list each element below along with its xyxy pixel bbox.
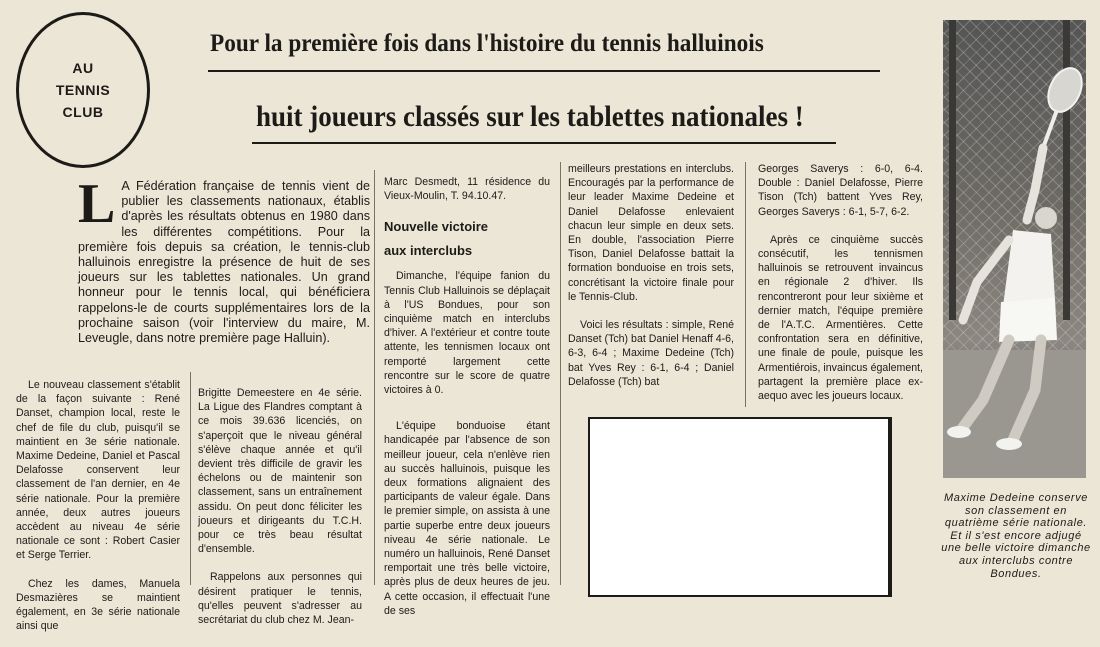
headline-rule-1	[208, 70, 880, 72]
column-5	[758, 162, 923, 417]
badge-line-club: CLUB	[62, 104, 104, 120]
column-2-paragraph-1: Brigitte Demeestere en 4e série. La Ligue des Flandres comptant à ce mois 39.636 licenciés, on s'aperçoit que le niveau général s'élève chaque année et qu'il devient très difficile de gravir les échelons ou de maintenir son classement, sans un entraînement assidu. On peut donc féliciter les joueurs et dirigeants du T.C.H. pour ce très beau résultat d'ensemble.	[198, 387, 362, 556]
photo-caption: Maxime Dedeine conserve son classement en quatrième série nationale. Et il s'est encore adjugé une belle victoire dimanche aux interclubs contre Bondues.	[941, 492, 1091, 580]
subheading-line-1: Nouvelle victoire	[384, 219, 489, 235]
column-divider	[374, 170, 375, 585]
headline-line-1: Pour la première fois dans l'histoire du tennis halluinois	[210, 30, 764, 57]
column-divider	[745, 162, 746, 407]
column-1-paragraph-1: Le nouveau classement s'établit de la façon suivante : René Danset, champion local, reste le chef de file du club, puisqu'il se maintient en 3e série nationale. Maxime Dedeine, Daniel et Pascal Delafosse conservent leur classement de l'an dernier, en 4e série nationale. Pour la première année, deux autres joueurs accèdent au niveau 4e série nationale ce sont : Robert Casier et Serge Terrier.	[16, 379, 180, 562]
column-divider	[190, 372, 191, 585]
lead-text: A Fédération française de tennis vient de publier les classements nationaux, établis d'après les résultats obtenus en 1980 dans les différentes compétitions. Pour la première fois depuis sa création, le tennis-club halluinois enregistre la présence de huit de ses joueurs sur les tablettes nationales. Un grand honneur pour le tennis local, qui bénéficiera rappelons-le de courts supplémentaires lors de la prochaine saison (voir l'interview du maire, M. Leveugle, dans notre première page Halluin).	[78, 179, 370, 346]
tennis-player-photo	[943, 20, 1086, 478]
column-5-paragraph-2: Après ce cinquième succès consécutif, les tennismen halluinois se retrouvent invaincus en régionale 2 d'hiver. Ils rencontreront pour leur sixième et dernier match, l'équipe première de l'A.T.C. Armentières. Cette confrontation sera en définitive, une finale de poule, puisque les Armentiérois, invaincus également, partagent la première place ex-aequo avec les joueurs locaux.	[758, 233, 923, 403]
column-2	[198, 386, 362, 641]
badge-line-au: AU	[72, 60, 94, 76]
subheading-line-2: aux interclubs	[384, 243, 473, 259]
column-3-paragraph-1: Dimanche, l'équipe fanion du Tennis Club Halluinois se déplaçait à l'US Bondues, pour son cinquième match en interclubs d'hiver. A l'extérieur et contre toute attente, les tennismen locaux ont remporté largement cette rencontre sur le score de quatre victoires à 0.	[384, 270, 550, 397]
column-2-paragraph-2: Rappelons aux personnes qui désirent pratiquer le tennis, qu'elles peuvent s'adresser au secrétariat du club chez M. Jean-	[198, 571, 362, 627]
column-5-paragraph-1: Georges Saverys : 6-0, 6-4. Double : Daniel Delafosse, Pierre Tison (Tch) battent Yves Rey, Georges Saverys : 6-1, 5-7, 6-2.	[758, 163, 923, 218]
blank-insert-box	[588, 417, 892, 597]
badge-line-tennis: TENNIS	[55, 82, 111, 98]
headline-rule-2	[252, 142, 836, 144]
section-subheading	[384, 215, 550, 263]
column-divider	[560, 162, 561, 585]
column-4-paragraph-2: Voici les résultats : simple, René Danset (Tch) bat Daniel Henaff 4-6, 6-3, 6-4 ; Maxime Dedeine (Tch) bat Yves Rey : 6-1, 6-4 ; Daniel Delafosse (Tch) bat	[568, 319, 734, 388]
headline-line-2: huit joueurs classés sur les tablettes nationales !	[256, 100, 804, 133]
section-badge	[16, 12, 150, 168]
column-3-paragraph-2: L'équipe bonduoise étant handicapée par l'absence de son meilleur joueur, cela n'enlève rien au succès halluinois, puisque les deux formations alignaient des participants de valeur égale. Dans le premier simple, on assista à une partie superbe entre deux joueurs niveau 4e série nationale. Le numéro un halluinois, René Danset remportait une très belle victoire, après plus de deux heures de jeu. A cette occasion, il effectuait l'une de ses	[384, 420, 550, 617]
column-4	[568, 162, 734, 403]
lead-paragraph	[78, 173, 370, 346]
column-3	[384, 175, 550, 632]
column-4-paragraph-1: meilleurs prestations en interclubs. Encouragés par la performance de leur leader Maxime Dedeine et Daniel Delafosse enlevaient chacun leur simple en deux sets. En double, l'association Pierre Tison, Daniel Delafosse battait la formation bonduoise en trois sets, concrétisant la victoire finale pour le Tennis-Club.	[568, 163, 734, 303]
column-1	[16, 378, 180, 647]
drop-cap: L	[78, 173, 116, 235]
tennis-player-illustration	[943, 20, 1086, 478]
column-1-paragraph-2: Chez les dames, Manuela Desmazières se maintient également, en 3e série nationale ainsi que	[16, 577, 180, 633]
column-3-paragraph-0: Marc Desmedt, 11 résidence du Vieux-Moulin, T. 94.10.47.	[384, 176, 550, 203]
